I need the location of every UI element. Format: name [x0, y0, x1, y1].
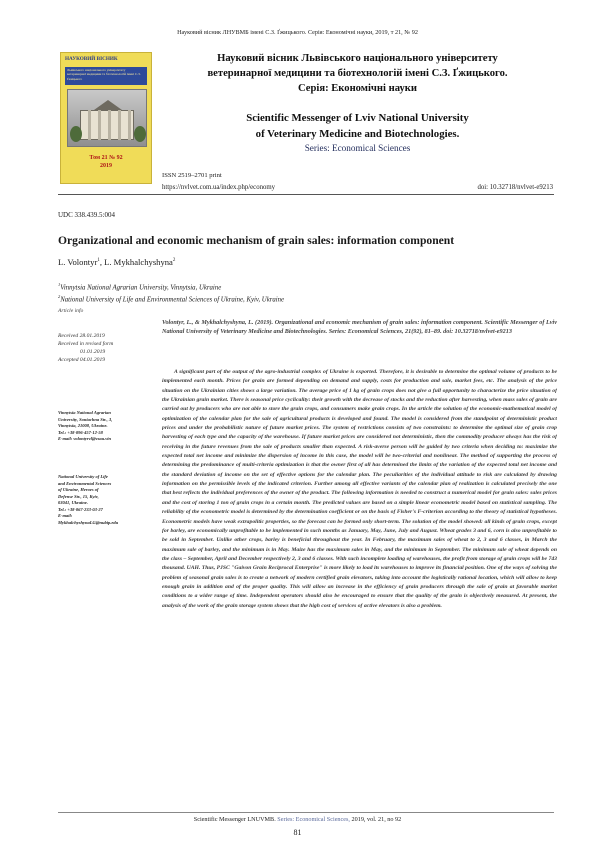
footer-series: Series: Economical Sciences, — [275, 816, 350, 823]
author-1-sup: 1 — [97, 258, 100, 264]
issn: ISSN 2519–2701 print — [162, 172, 222, 179]
journal-title-uk — [160, 52, 555, 96]
journal-title-en-line1: Scientific Messenger of Lviv National University — [246, 112, 469, 124]
affiliation-2-text: National University of Life and Environmental Sciences of Ukraine, Kyiv, Ukraine — [60, 296, 285, 304]
affiliation-1-sup: 1 — [58, 282, 61, 287]
contact-2-line: Tel.: +38-067-233-03-27 — [58, 506, 103, 512]
cover-title: НАУКОВИЙ ВІСНИК — [65, 56, 118, 62]
affiliation-2-sup: 2 — [58, 294, 61, 299]
contact-1-email[interactable]: E-mail: volontyrvl@vsau.vin — [58, 436, 111, 442]
affiliation-1 — [58, 282, 221, 291]
cover-building-photo — [67, 89, 147, 147]
header-divider — [58, 194, 554, 195]
footer-divider — [58, 812, 554, 813]
footer-journal: Scientific Messenger LNUVMB. — [193, 816, 276, 823]
journal-title-en-line2: of Veterinary Medicine and Biotechnologies. — [255, 127, 460, 140]
accepted-date: Accepted 04.01.2019 — [58, 356, 106, 363]
contact-1-line: Tel.: +38-096-457-12-58 — [58, 429, 103, 435]
cover-volume: Том 21 № 92 — [89, 155, 123, 161]
author-2-sup: 2 — [172, 258, 176, 264]
author-separator: , — [99, 257, 105, 267]
contact-1-line: Vinnytsia, 21008, Ukraine. — [58, 423, 108, 429]
affiliation-2 — [58, 294, 284, 303]
contact-2-line: National University of Life — [58, 474, 108, 479]
article-history — [58, 333, 158, 365]
received-date: Received 28.01.2019 — [58, 333, 105, 339]
abstract: A significant part of the output of the agro-industrial complex of Ukraine is exported. Therefore, it is desirable to determine the optimal volume of products to be implemented each month. Prices for grain are formed depending on demand and supply, costs for production and sale, market fees, etc. The analysis of the price situation on the Ukrainian cities shows a large variation. The average price of 1 kg of grain crops does not give a full opportunity to characterize the price situation of the Ukrainian grain market. There is seasonal price cyclicality: their growth with the decrease of stocks and the reduction after harvesting, when mass sales of grain are carried out by producers who are not able to store the grain crops, and consumers make grain crops. In the article the solution of the economic-mathematical model of optimization of the calendar plan for the sale of agricultural products is developed and found. The model is considered from the standpoint of deterministic product prices and under the probabilistic nature of future market prices. The system of restrictions consists of two constraints: to determine the optimal size of grain crop harvesting of each type and the capacity of the warehouse. If future market prices are considered not deterministic, then the commodity producer always has the risk of receiving in the future revenues from the sale of products smaller than expected. A risk-averse person will be guided by two criteria when deciding to: maximize the expected total net income and minimize the dispersion of income in this case, the model will be two-criterial and nonlinear. The method of supporting the process of determining the predominance of multi-criteria optimization is that the owner first of all has determined the limits of the variation of the expected total net income and the standard deviation of income on the set of effective options for the calendar plan. The peculiarities of the individual attitude to risk are calculated by drawing information on the permissible levels of the indicated criterion. Further among all effective variants of the calendar plan of realization is calculated precisely the one that best reflects the individual preferences of the owner of the product. The following information is needed to construct a numerical model for grain sales: sales prices and the cost of storing 1 ton of grain crops in a certain month. The predicted values are based on a simple linear econometric model based on statistical sampling. The reliability of the econometric model is determined by the determination coefficient or on the basis of Fisher's F-criterion according to the theory of statistical hypotheses. Econometric models have weak extrapolitic properties, so the forecast can be formed only short-term. The solution of the model showed: all kinds of grain crops, except for barley, are economically unprofitable to be implemented in such months as January, May, June, July and August. Wheat grades 3 and 6, corn is also unprofitable to be sold in September. Unlike other crops, barley is beneficial throughout the year. In February, the maximum sales of wheat to 2, 3 and 6 classes, in March the maximum sale of barley, and the minimum is in May. Maize has the maximum sales in May, and the minimum in September. The minimum sale of wheat depends on the class – September, April and December respectively 2, 3 and 6 classes. With such incomplete loading of warehouses, the profit from storage of grain crops will be 743 thousand. UAH. Thus, PJSC "Gaivon Grain Reciprocal Enterprise" is more likely to load its warehouses to improve its financial position. One of the ways of solving the problem of seasonal grain sales is to create a network of modern certified grain elevators, taking into account the logistically rational location, which will allow to keep enough grain in addition and of the proper quality. This will allow an increase in the efficiency of grain producers through the sale of grain at favorable market conditions to a wider range of time. Independent operators should also be encouraged to ensure that the quality of the grain is objectively measured. At present, the analysis of the work of the grain storage system shows that the high cost of services of active elevators is also a problem. — [162, 369, 557, 609]
contact-2-line: Defense Str., 15, Kyiv, — [58, 493, 99, 499]
authors — [58, 257, 175, 267]
author-1: L. Volontyr — [58, 257, 98, 267]
journal-title-en — [160, 111, 555, 156]
article-title: Organizational and economic mechanism of grain sales: information component — [58, 234, 455, 247]
running-head: Науковий вісник ЛНУВМБ імені С.З. Ґжицького. Серія: Економічні науки, 2019, т 21, № 92 — [177, 29, 418, 36]
contact-block-2 — [58, 474, 158, 526]
cover-year: 2019 — [100, 162, 112, 169]
page-number: 81 — [293, 828, 302, 837]
revised-date: 01.01.2019 — [80, 348, 106, 355]
journal-cover-image — [60, 52, 152, 184]
author-2: L. Mykhalchyshyna — [104, 257, 173, 267]
citation: Volontyr, L., & Mykhalchyshyna, L. (2019). Organizational and economic mechanism of grain sales: information component. Scientific Messenger of Lviv National University of Veterinary Medicine and Biotechnologies. Series: Economical Sciences, 21(92), 81–89. doi: 10.32718/nvlvet-e9213 — [162, 319, 557, 335]
udc-code: UDC 338.439.5:004 — [58, 211, 115, 219]
affiliation-1-text: Vinnytsia National Agrarian University, Vinnytsia, Ukraine — [60, 284, 222, 292]
journal-series-en: Series: Economical Sciences — [304, 143, 411, 154]
journal-title-uk-line2: ветеринарної медицини та біотехнологій імені С.З. Ґжицького. — [207, 67, 508, 79]
contact-2-line: 03041, Ukraine. — [58, 500, 88, 506]
journal-title-uk-line1: Науковий вісник Львівського національного університету — [217, 53, 498, 64]
contact-2-line: of Ukraine, Heroes of — [58, 487, 99, 493]
contact-2-line: E-mail: — [58, 513, 73, 519]
contact-1-line: University, Soniachna Str., 3, — [58, 416, 113, 422]
footer-issue: 2019, vol. 21, no 92 — [349, 816, 402, 823]
journal-series-uk: Серія: Економічні науки — [298, 82, 417, 94]
journal-url-link[interactable]: https://nvlvet.com.ua/index.php/economy — [162, 184, 276, 191]
contact-2-email[interactable]: MykhalchyshynaLG@nubip.edu — [58, 519, 119, 525]
cover-subtitle: Львівського національного університету ветеринарної медицини та біотехнологій імені С.З. Ґжицького — [65, 67, 147, 85]
contact-2-line: and Environmental Sciences — [58, 480, 112, 486]
doi-link[interactable]: doi: 10.32718/nvlvet-e9213 — [477, 184, 553, 191]
article-info-label: Article info — [58, 308, 84, 314]
revised-label: Received in revised form — [58, 340, 114, 347]
footer — [0, 816, 595, 823]
contact-1-line: Vinnytsia National Agrarian — [58, 410, 111, 415]
contact-block-1 — [58, 410, 158, 443]
